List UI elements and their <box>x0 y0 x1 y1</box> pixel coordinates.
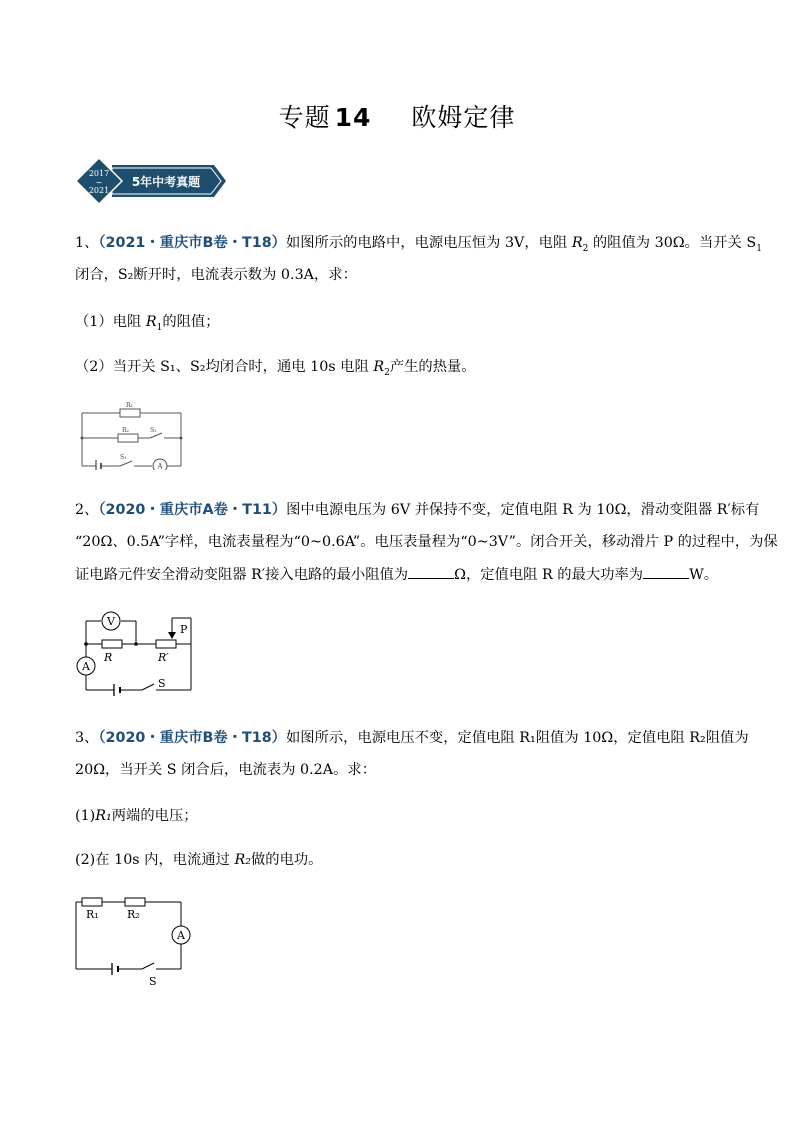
page-title <box>0 98 794 134</box>
q2-text-3a: 证电路元件安全滑动变阻器 R′接入电路的最小阻值为 <box>75 567 409 583</box>
q2-blank-1[interactable] <box>408 564 454 579</box>
q3-part2-a: (2)在 10s 内，电流通过 <box>75 852 235 868</box>
q3-part1-a: (1) <box>75 808 96 824</box>
q1-part1-sub: 1 <box>156 322 163 333</box>
q1-part1 <box>75 312 220 338</box>
q2-text-3c: W。 <box>689 567 719 583</box>
badge-label: 5年中考真题 <box>131 175 201 189</box>
q3-ammeter-label: A <box>177 929 185 942</box>
q2-text-3b: Ω，定值电阻 R 的最大功率为 <box>454 567 644 583</box>
q2-circuit-diagram <box>74 606 199 696</box>
q2-line3 <box>75 564 718 585</box>
q1-label-s2: S₂ <box>150 427 157 434</box>
q1-part2-r: R <box>373 359 385 375</box>
q1-part2-sub: 2 <box>384 367 390 378</box>
q1-r-sub: 2 <box>582 243 589 254</box>
q1-number: 1、 <box>75 235 99 251</box>
q1-source: （2021・重庆市B卷・T18） <box>98 235 286 251</box>
q3-line1 <box>75 728 749 748</box>
title-prefix: 专题 <box>278 103 331 132</box>
q3-circuit-diagram <box>72 893 192 988</box>
q3-part2-r: R₂ <box>234 852 251 868</box>
q3-text-1: 如图所示，电源电压不变，定值电阻 R₁阻值为 10Ω，定值电阻 R₂阻值为 <box>285 730 749 746</box>
q1-r-symbol: R <box>571 235 583 251</box>
q1-label-r1: R₁ <box>126 402 133 409</box>
q2-blank-2[interactable] <box>643 564 689 579</box>
q1-text-b: 的阻值为 30Ω。当开关 S <box>588 235 757 251</box>
q1-s-sub: 1 <box>756 243 762 254</box>
q3-label-r1: R₁ <box>86 908 99 921</box>
q1-circuit-diagram <box>78 398 188 470</box>
q3-part1 <box>75 806 198 826</box>
q3-number: 3、 <box>75 730 99 746</box>
q1-part2 <box>75 357 476 383</box>
q3-part1-b: 两端的电压； <box>111 808 198 824</box>
title-name: 欧姆定律 <box>411 103 516 132</box>
q2-ammeter-label: A <box>82 660 90 673</box>
badge-year-end: 2021 <box>88 186 110 195</box>
q1-part2-a: （2）当开关 S₁、S₂均闭合时，通电 10s 电阻 <box>75 359 374 375</box>
title-number: 14 <box>334 103 372 132</box>
q1-part2-b: 产生的热量。 <box>389 359 476 375</box>
q2-label-r: R <box>104 651 113 664</box>
q3-part2-b: 做的电功。 <box>251 852 323 868</box>
q2-label-rp: R′ <box>158 651 169 664</box>
q1-part1-b: 的阻值； <box>162 314 220 330</box>
q3-label-r2: R₂ <box>127 908 140 921</box>
q1-label-r2: R₂ <box>122 427 129 434</box>
q3-part1-r: R₁ <box>95 808 112 824</box>
q2-line2: “20Ω、0.5A”字样，电流表量程为“0~0.6A”。电压表量程为“0~3V”。闭合开关，移动滑片 P 的过程中，为保 <box>75 534 778 550</box>
q1-line1 <box>75 233 762 259</box>
badge-year-start: 2017 <box>88 169 110 178</box>
q2-label-s: S <box>158 677 166 690</box>
q3-label-s: S <box>149 975 157 988</box>
q1-label-s1: S₁ <box>120 454 127 461</box>
q3-source: （2020・重庆市B卷・T18） <box>98 730 286 746</box>
q2-label-p: P <box>180 623 188 636</box>
q1-text-a: 如图所示的电路中，电源电压恒为 3V，电阻 <box>285 235 572 251</box>
q2-source: （2020・重庆市A卷・T11） <box>98 502 287 518</box>
q2-number: 2、 <box>75 502 99 518</box>
badge-tilde: ~ <box>95 178 103 187</box>
q3-part2 <box>75 850 322 870</box>
q1-line2: 闭合，S₂断开时，电流表示数为 0.3A，求： <box>75 267 357 283</box>
q1-part1-a: （1）电阻 <box>75 314 146 330</box>
q3-line2: 20Ω，当开关 S 闭合后，电流表为 0.2A。求： <box>75 762 376 778</box>
q2-text-1: 图中电源电压为 6V 并保持不变，定值电阻 R 为 10Ω，滑动变阻器 R′标有 <box>286 502 760 518</box>
q1-part1-r: R <box>145 314 157 330</box>
q1-ammeter-label: A <box>157 462 163 470</box>
q2-voltmeter-label: V <box>107 615 115 628</box>
q2-line1 <box>75 500 759 520</box>
section-badge <box>72 156 230 206</box>
